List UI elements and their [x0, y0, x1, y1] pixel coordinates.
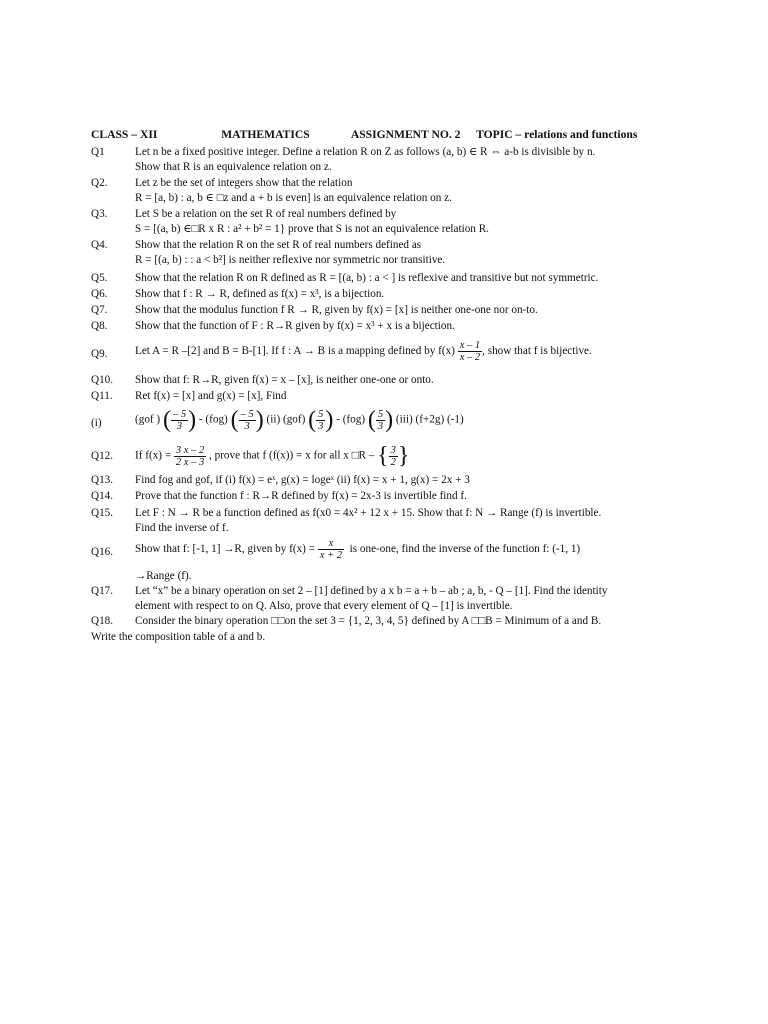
- question-number: Q9.: [91, 348, 108, 360]
- footer-line: Write the composition table of a and b.: [91, 631, 266, 643]
- question-number: Q5.: [91, 272, 108, 284]
- q16-text: Show that f: [-1, 1] →R, given by f(x) =: [135, 543, 315, 556]
- q12-frac-num: 3 x – 2: [175, 444, 205, 456]
- frac-1-num: – 5: [172, 408, 187, 420]
- question-number: Q2.: [91, 177, 108, 189]
- question-text-line: Show that the function of F : R→R given by f(x) = x³ + x is a bijection.: [135, 320, 455, 332]
- question-number: Q7.: [91, 304, 108, 316]
- question-number: Q12.: [91, 450, 114, 462]
- question-number: Q13.: [91, 474, 114, 486]
- question-text-line: Show that R is an equivalence relation on z.: [135, 161, 332, 173]
- question-text-line: Show that f : R → R, defined as f(x) = x³, is a bijection.: [135, 288, 385, 300]
- question-text-line: Show that the relation R on the set R of real numbers defined as: [135, 239, 422, 251]
- q12-text: If f(x) =: [135, 449, 172, 462]
- q12-frac2-num: 3: [390, 444, 396, 456]
- part-ii-label: (ii) (gof): [266, 413, 306, 426]
- part-number: (i): [91, 417, 102, 429]
- q12-fraction-2: [389, 445, 398, 468]
- q16-line-2: →Range (f).: [135, 570, 192, 582]
- question-number: Q16.: [91, 546, 114, 558]
- frac-2-num: – 5: [240, 408, 254, 420]
- frac-3-num: 5: [318, 408, 324, 420]
- question-text-line: Prove that the function f : R→R defined by f(x) = 2x-3 is invertible find f.: [135, 490, 467, 502]
- question-number: Q11.: [91, 390, 113, 402]
- question-text-line: Show that f: R→R, given f(x) = x – [x], is neither one-one or onto.: [135, 374, 434, 386]
- gof-label: (gof ): [135, 413, 161, 426]
- question-text-line: Let “x” be a binary operation on set 2 – [1] defined by a x b = a + b – ab ; a, b, - Q – [1]. Find the identity: [135, 585, 608, 597]
- question-text-line: Show that the relation R on R defined as R = [(a, b) : a < ] is reflexive and transitive but not symmetric.: [135, 272, 599, 284]
- question-number: Q3.: [91, 208, 108, 220]
- question-text-line: Find the inverse of f.: [135, 522, 229, 534]
- question-number: Q15.: [91, 507, 114, 519]
- question-number: Q10.: [91, 374, 114, 386]
- question-text-line: Let S be a relation on the set R of real numbers defined by: [135, 208, 397, 220]
- question-text-line: Find fog and gof, if (i) f(x) = eˣ, g(x) = logeˣ (ii) f(x) = x + 1, g(x) = 2x + 3: [135, 474, 470, 486]
- question-number: Q18.: [91, 615, 114, 627]
- assignment-header: [91, 128, 637, 141]
- question-number: Q8.: [91, 320, 108, 332]
- frac-4-den: 3: [377, 420, 384, 432]
- subject-label: MATHEMATICS: [221, 128, 310, 141]
- question-text: [135, 340, 592, 363]
- q16-frac-den: x + 2: [319, 550, 343, 561]
- frac-1-den: 3: [176, 420, 183, 432]
- fog-label: - (fog): [198, 413, 228, 426]
- q9-fraction: [458, 340, 482, 363]
- q16-text-end: is one-one, find the inverse of the function f: (-1, 1): [349, 543, 581, 556]
- frac-2-den: 3: [244, 420, 250, 432]
- q9-text: Let A = R –[2] and B = B-[1]. If f : A → B is a mapping defined by f(x): [135, 345, 455, 358]
- class-label: CLASS – XII: [91, 128, 158, 141]
- topic-label: TOPIC – relations and functions: [476, 128, 638, 141]
- q9-frac-num: x – 1: [459, 340, 481, 351]
- frac-2: [239, 409, 256, 432]
- frac-3: [316, 409, 325, 432]
- question-text-line: Let z be the set of integers show that the relation: [135, 177, 353, 189]
- question-text-line: Consider the binary operation □□on the set 3 = {1, 2, 3, 4, 5} defined by A □□B = Minimum of a and B.: [135, 615, 602, 627]
- q12-fraction: [174, 445, 206, 468]
- question-number: Q14.: [91, 490, 114, 502]
- q12-frac-den: 2 x – 3: [175, 456, 205, 468]
- question-number: Q17.: [91, 585, 114, 597]
- question-text-line: R = [a, b) : a, b ∈ □z and a + b is even] is an equivalence relation on z.: [135, 192, 452, 204]
- frac-4: [376, 409, 385, 432]
- frac-1: [171, 409, 188, 432]
- frac-4-num: 5: [377, 408, 384, 420]
- q12-frac2-den: 2: [390, 456, 396, 468]
- part-text: (gof ) ( $\frac{- 5}{3}$ ) - (fog) ( $\frac{- 5}{3}$ ) (ii) (gof) ( $\frac{5}{3}$ ) - (fog) ( $\frac{5}{3}$ ) (iii) (f+2g) (-1): [135, 407, 464, 433]
- question-number: Q1: [91, 146, 105, 158]
- question-text-line: element with respect to on Q. Also, prove that every element of Q – [1] is invertible.: [135, 600, 513, 612]
- q12-text-mid: , prove that f (f(x)) = x for all x □R –: [209, 449, 375, 462]
- q16-frac-num: x: [318, 538, 344, 550]
- frac-3-den: 3: [318, 420, 324, 432]
- q9-frac-den: x – 2: [459, 352, 481, 363]
- q9-text-end: , show that f is bijective.: [482, 345, 592, 358]
- question-text-line: Show that the modulus function f R → R, given by f(x) = [x] is neither one-one nor on-to.: [135, 304, 538, 316]
- assignment-label: ASSIGNMENT NO. 2: [350, 128, 461, 141]
- question-text-line: Ret f(x) = [x] and g(x) = [x], Find: [135, 390, 287, 402]
- question-number: Q6.: [91, 288, 108, 300]
- question-text: [135, 538, 580, 561]
- question-text-line: S = [(a, b) ∈□R x R : a² + b² = 1} prove that S is not an equivalence relation R.: [135, 223, 489, 235]
- part-iii-label: (iii) (f+2g) (-1): [395, 413, 464, 426]
- question-text: If f(x) = $\frac{3 x - 2}{2 x - 3}$ , prove that f (f(x)) = x for all x □R – { $\frac{3}{2}$ }: [135, 443, 410, 469]
- question-text-line: Let n be a fixed positive integer. Define a relation R on Z as follows (a, b) ∈ R ⇔ a-b is divisible by n.: [135, 146, 596, 158]
- question-number: Q4.: [91, 239, 108, 251]
- fog2-label: - (fog): [336, 413, 366, 426]
- question-text-line: R = [(a, b) : : a < b²] is neither reflexive nor symmetric nor transitive.: [135, 254, 446, 266]
- question-text-line: Let F : N → R be a function defined as f(x0 = 4x² + 12 x + 15. Show that f: N → Range (f) is invertible.: [135, 507, 602, 519]
- q16-fraction: [318, 538, 344, 561]
